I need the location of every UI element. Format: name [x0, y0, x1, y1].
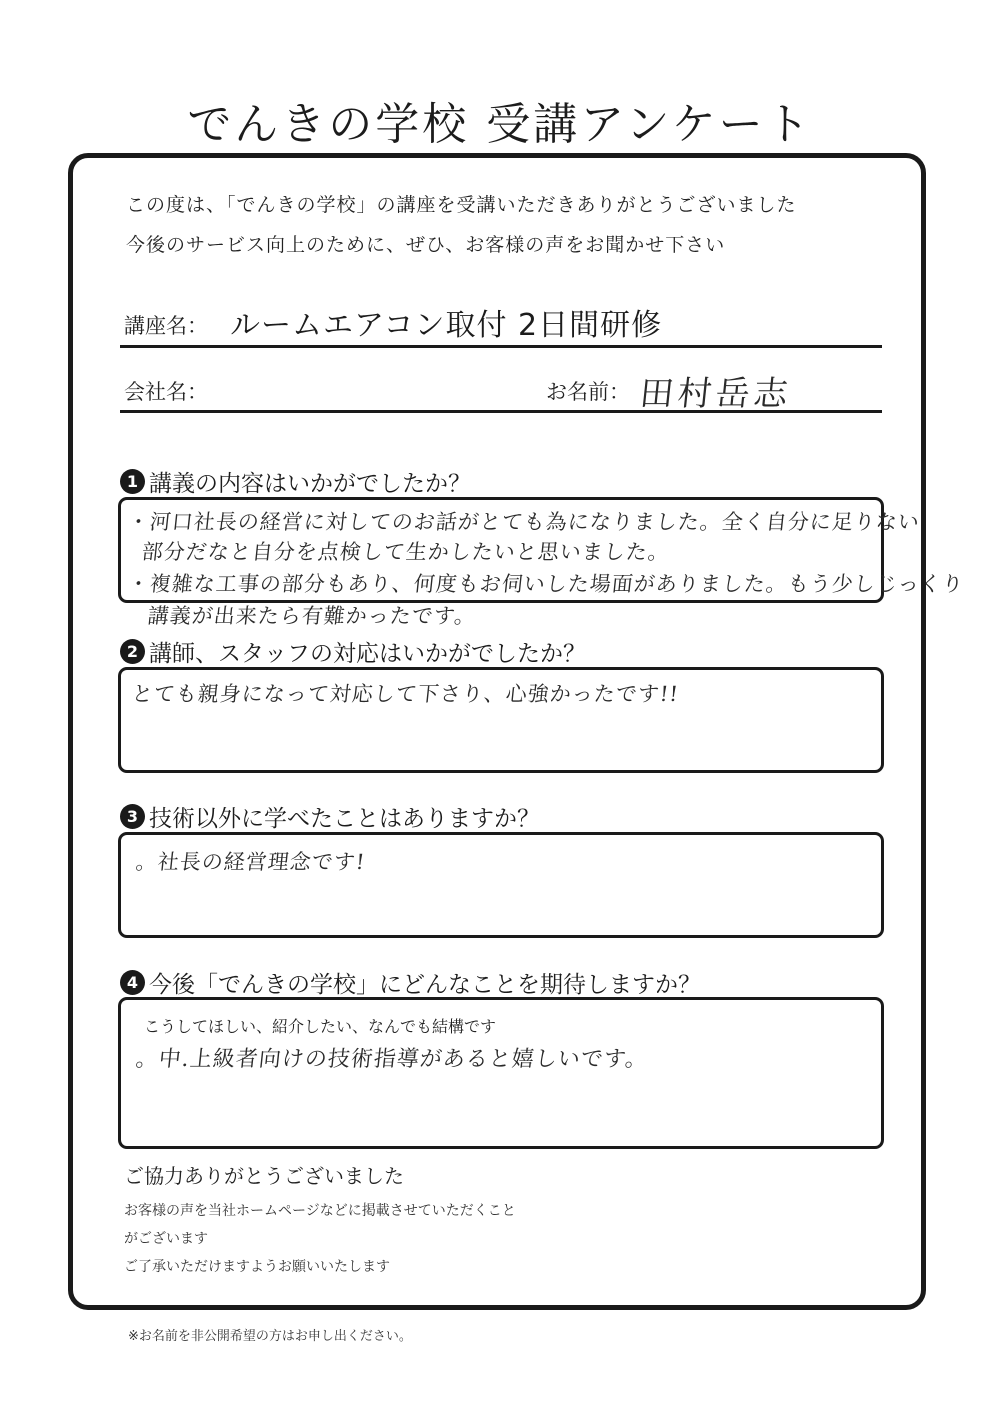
- course-value: ルームエアコン取付 2日間研修: [230, 308, 663, 343]
- question-text: 講義の内容はいかがでしたか？: [149, 471, 471, 497]
- answer-1-line-1: ・河口社長の経営に対してのお話がとても為になりました。全く自分に足りない: [126, 510, 922, 534]
- answer-1-line-2: 部分だなと自分を点検して生かしたいと思いました。: [140, 540, 672, 564]
- question-number-badge: 2: [120, 639, 145, 664]
- question-3: [120, 800, 540, 833]
- customer-name-value: 田村岳志: [637, 374, 794, 414]
- question-2: [120, 635, 586, 668]
- privacy-footnote: ※お名前を非公開希望の方はお申し出ください。: [128, 1329, 412, 1344]
- intro-line-1: この度は、「でんきの学校」の講座を受講いただきありがとうございました: [126, 194, 797, 216]
- company-label: 会社名：: [124, 380, 208, 404]
- question-number-badge: 4: [120, 970, 145, 995]
- survey-title: でんきの学校 受講アンケート: [187, 99, 813, 150]
- answer-3-line-1: 。社長の経営理念です!: [134, 850, 367, 874]
- question-text: 講師、スタッフの対応はいかがでしたか？: [149, 641, 586, 667]
- answer-2-line-1: とても親身になって対応して下さり、心強かったです!!: [130, 682, 681, 706]
- question-4: [120, 966, 701, 999]
- question-text: 今後「でんきの学校」にどんなことを期待しますか？: [149, 972, 701, 998]
- question-text: 技術以外に学べたことはありますか？: [149, 806, 540, 832]
- name-underline: [120, 410, 882, 413]
- course-label: 講座名：: [124, 314, 208, 338]
- intro-line-2: 今後のサービス向上のために、ぜひ、お客様の声をお聞かせ下さい: [126, 234, 726, 256]
- closing-note-2: がございます: [124, 1231, 208, 1247]
- thanks-message: ご協力ありがとうございました: [124, 1164, 404, 1188]
- answer-1-line-4: 講義が出来たら有難かったです。: [146, 604, 478, 628]
- question-number-badge: 1: [120, 469, 145, 494]
- course-underline: [120, 345, 882, 348]
- answer-4-hint: こうしてほしい、紹介したい、なんでも結構です: [144, 1017, 497, 1036]
- answer-4-line-1: 。中.上級者向けの技術指導があると嬉しいです。: [134, 1047, 650, 1072]
- question-number-badge: 3: [120, 804, 145, 829]
- customer-name-label: お名前：: [546, 380, 630, 404]
- closing-note-1: お客様の声を当社ホームページなどに掲載させていただくこと: [124, 1203, 516, 1219]
- closing-note-3: ご了承いただけますようお願いいたします: [124, 1259, 390, 1275]
- question-1: [120, 465, 471, 498]
- answer-1-line-3: ・複雑な工事の部分もあり、何度もお伺いした場面がありました。もう少しじっくり: [126, 572, 966, 596]
